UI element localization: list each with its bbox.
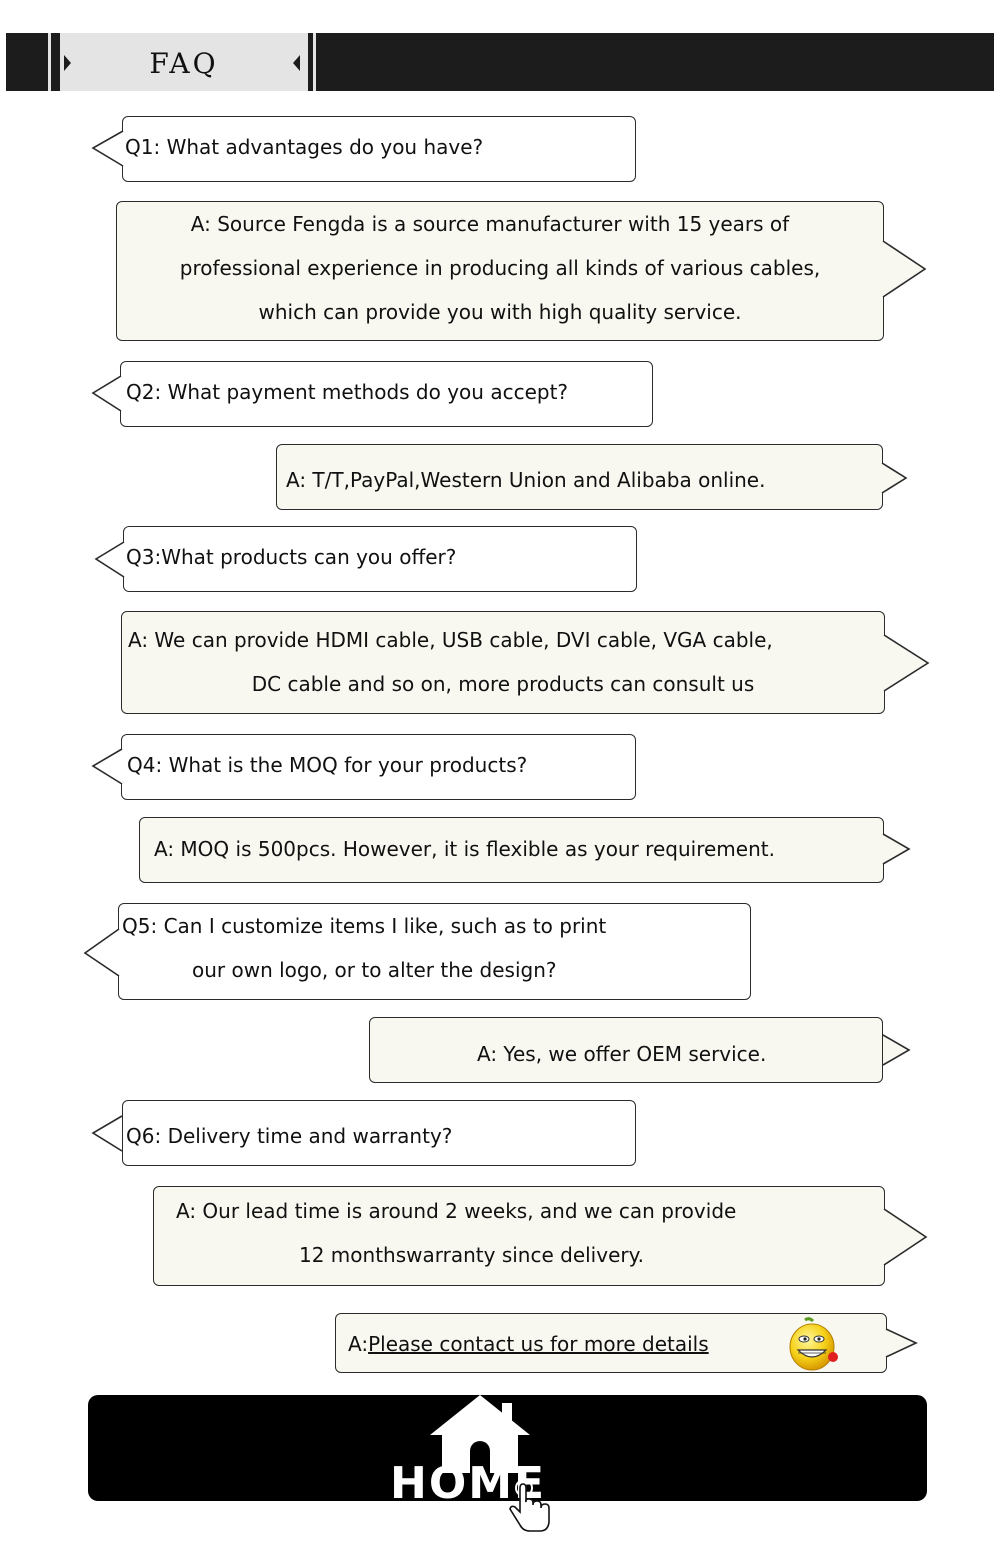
header-notch-right — [293, 55, 300, 71]
answer-5-tail — [882, 1034, 912, 1068]
hand-pointer-icon — [508, 1478, 552, 1538]
question-bubble-5 — [118, 903, 751, 1000]
answer-1-line-2: professional experience in producing all kinds of various cables, — [179, 256, 821, 280]
answer-bubble-3 — [121, 611, 885, 714]
smiley-face-icon — [788, 1317, 840, 1373]
answer-bubble-6 — [153, 1186, 885, 1286]
question-6-tail — [92, 1115, 123, 1153]
question-2-tail — [92, 375, 122, 413]
question-bubble-6 — [122, 1100, 636, 1166]
question-5-line-2: our own logo, or to alter the design? — [192, 958, 557, 982]
answer-bubble-4 — [139, 817, 884, 883]
answer-3-line-1: A: We can provide HDMI cable, USB cable, DVI cable, VGA cable, — [128, 628, 773, 652]
answer-1-line-3: which can provide you with high quality service. — [258, 300, 742, 324]
answer-4-text: A: MOQ is 500pcs. However, it is flexible as your requirement. — [154, 837, 775, 861]
answer-bubble-5 — [369, 1017, 883, 1083]
header-stripe-left — [48, 33, 51, 91]
question-1-text: Q1: What advantages do you have? — [125, 135, 484, 159]
home-label[interactable]: HOME — [390, 1458, 547, 1509]
question-bubble-3 — [123, 526, 637, 592]
answer-1-tail — [882, 240, 928, 300]
question-6-text: Q6: Delivery time and warranty? — [126, 1124, 453, 1148]
question-bubble-1 — [122, 116, 636, 182]
question-3-text: Q3:What products can you offer? — [126, 545, 457, 569]
answer-3-tail — [883, 634, 931, 694]
page-title: FAQ — [149, 47, 219, 80]
contact-tail — [885, 1328, 919, 1360]
question-5-tail — [84, 928, 120, 978]
question-4-text: Q4: What is the MOQ for your products? — [127, 753, 528, 777]
answer-6-line-2: 12 monthswarranty since delivery. — [299, 1243, 644, 1267]
header-notch-left — [64, 55, 71, 71]
answer-5-text: A: Yes, we offer OEM service. — [477, 1042, 767, 1066]
answer-bubble-1 — [116, 201, 884, 341]
question-5-line-1: Q5: Can I customize items I like, such as to print — [122, 914, 607, 938]
header-stripe-right — [313, 33, 316, 91]
answer-2-text: A: T/T,PayPal,Western Union and Alibaba online. — [286, 468, 766, 492]
answer-6-line-1: A: Our lead time is around 2 weeks, and we can provide — [176, 1199, 737, 1223]
answer-2-tail — [881, 462, 909, 496]
question-4-tail — [92, 748, 123, 786]
question-2-text: Q2: What payment methods do you accept? — [126, 380, 569, 404]
contact-prefix: A: — [348, 1332, 369, 1356]
answer-bubble-2 — [276, 444, 883, 510]
answer-1-line-1: A: Source Fengda is a source manufacturer with 15 years of — [190, 212, 790, 236]
question-bubble-2 — [120, 361, 653, 427]
question-3-tail — [95, 541, 125, 579]
answer-3-line-2: DC cable and so on, more products can consult us — [251, 672, 755, 696]
faq-tab — [60, 33, 308, 91]
question-bubble-4 — [121, 734, 636, 800]
answer-4-tail — [882, 833, 912, 867]
answer-6-tail — [883, 1208, 929, 1268]
contact-link[interactable]: Please contact us for more details — [368, 1332, 709, 1356]
question-1-tail — [92, 130, 124, 168]
